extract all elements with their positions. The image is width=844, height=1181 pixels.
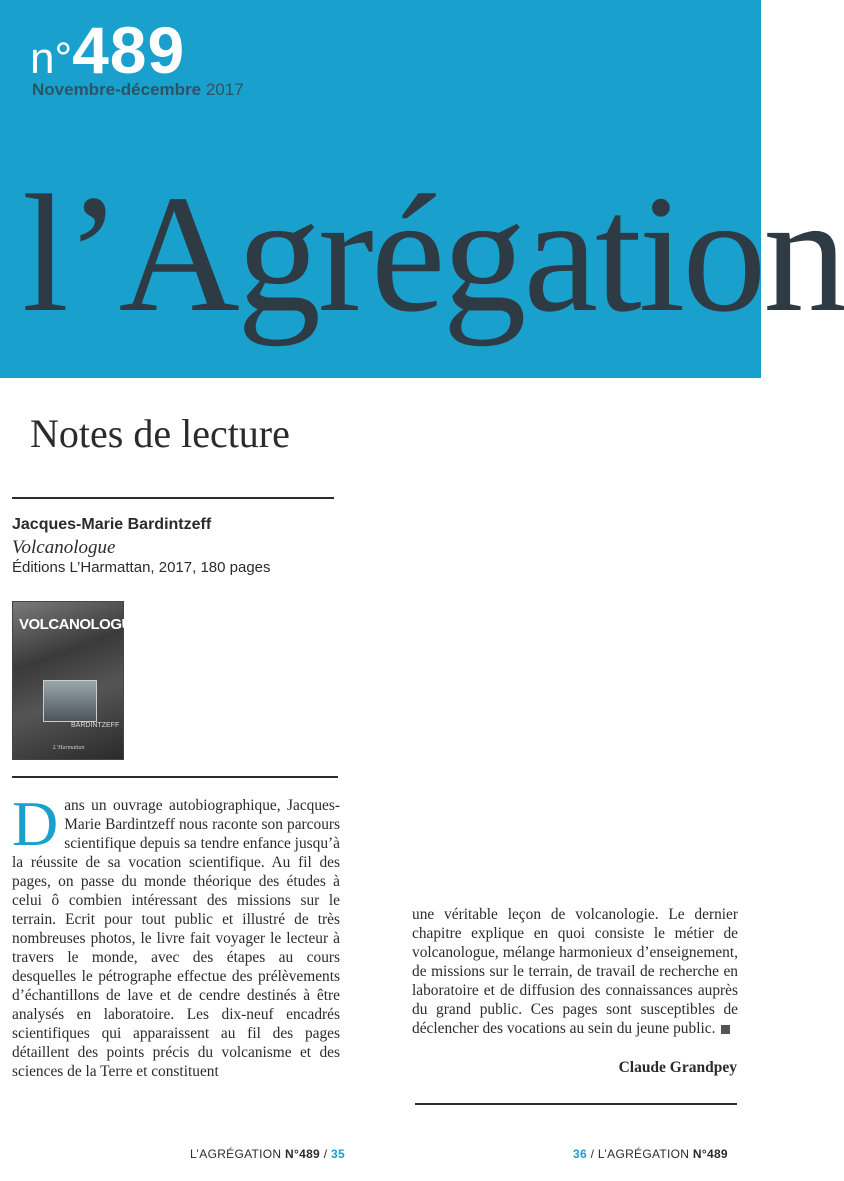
footer-left [190,1147,345,1161]
section-title: Notes de lecture [30,411,290,456]
issue-number-value: 489 [72,13,186,87]
footer-right-sep: / [590,1147,595,1161]
footer-left-label: L’AGRÉGATION [190,1147,282,1161]
cover-photo [43,680,97,722]
review-signature: Claude Grandpey [618,1059,737,1076]
review-divider [12,776,338,778]
issue-year: 2017 [205,80,244,99]
book-author: Jacques-Marie Bardintzeff [12,516,212,533]
footer-right [573,1147,728,1161]
footer-left-sep: / [323,1147,328,1161]
issue-number [30,12,185,88]
cover-title: VOLCANOLOGUE [19,616,142,633]
footer-left-issue: N°489 [285,1147,321,1161]
issue-months: Novembre-décembre [32,80,202,99]
page-number-right: 36 [573,1147,587,1161]
magazine-header [0,0,844,378]
cover-author: BARDINTZEFF [71,722,120,729]
magazine-title: l’Agrégation [22,161,844,347]
footer-right-issue: N°489 [692,1147,728,1161]
closing-divider [415,1103,737,1105]
page-number-left: 35 [330,1147,345,1161]
issue-date [32,80,244,100]
book-cover [12,601,142,760]
issue-prefix: n° [30,34,73,83]
dropcap: D [12,788,59,859]
book-title: Volcanologue [12,537,116,558]
review-column-2 [412,905,738,1038]
review-column-1 [12,788,340,1081]
publisher-logo: L’Harmattan [53,745,85,751]
review-text-2: une véritable leçon de volcanologie. Le dernier chapitre explique en quoi consiste le métier de volcanologue, mélange harmonieux d’enseignement, de missions sur le terrain, de travail de recherche en laboratoire et de diffusion des connaissances auprès du grand public. Ces pages sont susceptibles de déclencher des vocations au sein du jeune public. [412,906,738,1037]
end-mark [721,1025,730,1034]
review-text-1: ans un ouvrage autobiographique, Jacques-Marie Bardintzeff nous raconte son parcours scientifique depuis sa tendre enfance jusqu’à la réussite de sa vocation scientifique. Au fil des pages, on passe du monde théorique des études à celui ô combien intéressant des missions sur le terrain. Ecrit pour tout public et illustré de très nombreuses photos, le livre fait voyager le lecteur à travers le monde, avec des étapes au cours desquelles le pétrographe effectue des prélèvements d’échantillons de lave et de cendre destinés à être analysés en laboratoire. Les dix-neuf encadrés scientifiques qui apparaissent au fil des pages détaillent des points précis du volcanisme et des sciences de la Terre et constituent [12,797,340,1080]
section-divider [12,497,334,499]
footer-right-label: L’AGRÉGATION [597,1147,690,1161]
book-publisher: Éditions L’Harmattan, 2017, 180 pages [12,559,271,576]
